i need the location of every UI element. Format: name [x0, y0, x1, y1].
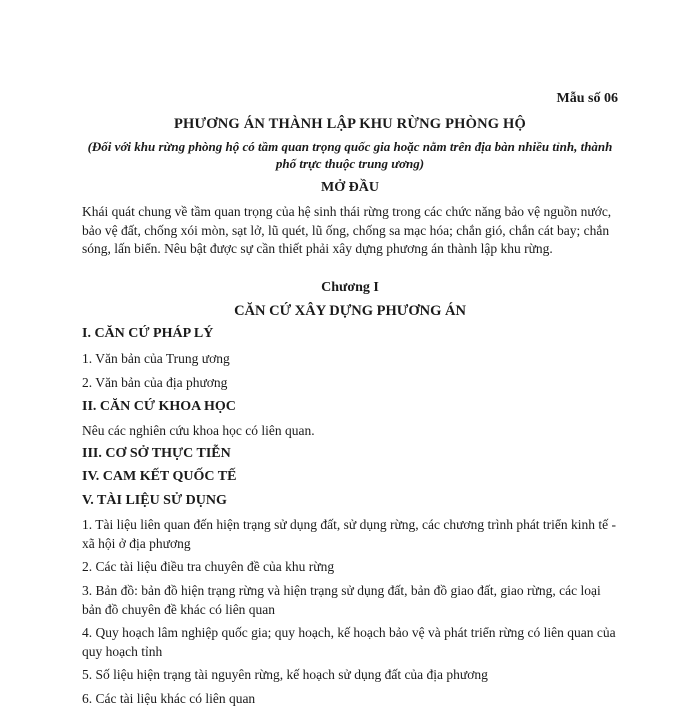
section-text: Nêu các nghiên cứu khoa học có liên quan. — [82, 423, 315, 438]
list-item: 3. Bản đồ: bản đồ hiện trạng rừng và hiện trạng sử dụng đất, bản đồ giao đất, giao rừng, các loại bản đồ chuyên đề khác có liên quan — [82, 583, 601, 617]
section-heading-legal: I. CĂN CỨ PHÁP LÝ — [82, 326, 214, 341]
section-heading-international: IV. CAM KẾT QUỐC TẾ — [82, 469, 237, 484]
section-heading-practice: III. CƠ SỞ THỰC TIỄN — [82, 446, 231, 461]
form-number: Mẫu số 06 — [556, 91, 618, 106]
intro-heading: MỞ ĐẦU — [321, 180, 379, 195]
intro-paragraph: Khái quát chung về tầm quan trọng của hệ sinh thái rừng trong các chức năng bảo vệ nguồn nước, bảo vệ đất, chống xói mòn, sạt lở, lũ quét, lũ ống, chống sa mạc hóa; chắn gió, chắn cát bay; chắn sóng, lấn biển. Nêu bật được sự cần thiết phải xây dựng phương án thành lập khu rừng. — [82, 204, 612, 256]
list-item: 6. Các tài liệu khác có liên quan — [82, 691, 256, 706]
list-item: 1. Tài liệu liên quan đến hiện trạng sử dụng đất, sử dụng rừng, các chương trình phát triển kinh tế - xã hội ở địa phương — [82, 517, 617, 551]
section-heading-science: II. CĂN CỨ KHOA HỌC — [82, 399, 236, 414]
document-title: PHƯƠNG ÁN THÀNH LẬP KHU RỪNG PHÒNG HỘ — [173, 116, 527, 132]
list-item: 2. Văn bản của địa phương — [82, 375, 228, 390]
chapter-title: CĂN CỨ XÂY DỰNG PHƯƠNG ÁN — [234, 303, 466, 319]
list-item: 1. Văn bản của Trung ương — [82, 351, 230, 366]
list-item: 2. Các tài liệu điều tra chuyên đề của khu rừng — [82, 559, 335, 574]
chapter-label: Chương I — [321, 280, 379, 295]
list-item: 4. Quy hoạch lâm nghiệp quốc gia; quy hoạch, kế hoạch bảo vệ và phát triển rừng có liên quan của quy hoạch tỉnh — [82, 625, 616, 659]
document-subtitle: (Đối với khu rừng phòng hộ có tầm quan trọng quốc gia hoặc nằm trên địa bàn nhiều tỉnh, thành phố trực thuộc trung ương) — [87, 139, 613, 171]
list-item: 5. Số liệu hiện trạng tài nguyên rừng, kế hoạch sử dụng đất của địa phương — [82, 667, 488, 682]
section-heading-materials: V. TÀI LIỆU SỬ DỤNG — [82, 493, 227, 508]
